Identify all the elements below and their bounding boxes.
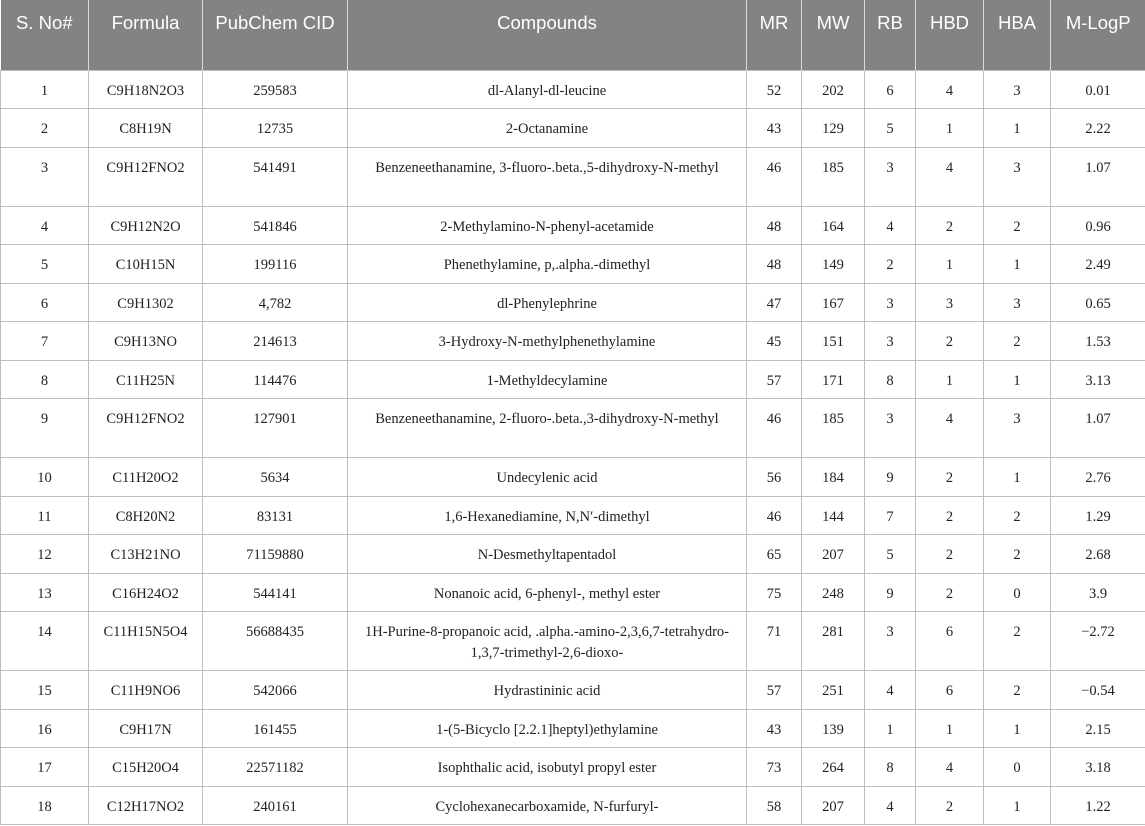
cell-mw: 185 [802,399,865,458]
cell-hba: 1 [984,360,1051,399]
table-row [1,535,1145,574]
cell-formula: C9H12FNO2 [89,399,203,458]
cell-mlogp: 1.07 [1051,399,1145,458]
header-rb: RB [865,0,916,70]
cell-formula: C11H20O2 [89,458,203,497]
table-row [1,70,1145,109]
table-row [1,612,1145,671]
header-mr: MR [747,0,802,70]
cell-pubchem-cid: 127901 [203,399,348,458]
cell-mlogp: 2.22 [1051,109,1145,148]
cell-pubchem-cid: 541846 [203,206,348,245]
cell-sno: 10 [1,458,89,497]
cell-hbd: 3 [916,283,984,322]
cell-mw: 281 [802,612,865,671]
cell-mr: 75 [747,573,802,612]
cell-formula: C9H1302 [89,283,203,322]
cell-sno: 7 [1,322,89,361]
cell-sno: 2 [1,109,89,148]
cell-hba: 1 [984,786,1051,825]
header-pubchem-cid: PubChem CID [203,0,348,70]
cell-mr: 56 [747,458,802,497]
cell-compound: Cyclohexanecarboxamide, N-furfuryl- [348,786,747,825]
cell-hbd: 4 [916,70,984,109]
cell-mw: 129 [802,109,865,148]
cell-rb: 5 [865,109,916,148]
cell-hbd: 1 [916,709,984,748]
cell-mlogp: −2.72 [1051,612,1145,671]
cell-mw: 185 [802,147,865,206]
cell-mlogp: 0.01 [1051,70,1145,109]
cell-hba: 0 [984,748,1051,787]
cell-mr: 73 [747,748,802,787]
cell-sno: 6 [1,283,89,322]
cell-formula: C10H15N [89,245,203,284]
cell-mlogp: −0.54 [1051,671,1145,710]
cell-compound: Benzeneethanamine, 2-fluoro-.beta.,3-dihydroxy-N-methyl [348,399,747,458]
cell-hba: 2 [984,496,1051,535]
cell-mr: 46 [747,147,802,206]
cell-mw: 207 [802,786,865,825]
cell-mr: 45 [747,322,802,361]
cell-sno: 15 [1,671,89,710]
table-row [1,671,1145,710]
cell-rb: 3 [865,612,916,671]
header-mlogp: M-LogP [1051,0,1145,70]
cell-pubchem-cid: 542066 [203,671,348,710]
cell-compound: 3-Hydroxy-N-methylphenethylamine [348,322,747,361]
header-hbd: HBD [916,0,984,70]
cell-hbd: 2 [916,458,984,497]
table-row [1,283,1145,322]
cell-pubchem-cid: 240161 [203,786,348,825]
cell-mr: 46 [747,496,802,535]
cell-compound: 1-Methyldecylamine [348,360,747,399]
cell-hbd: 2 [916,535,984,574]
header-mw: MW [802,0,865,70]
cell-formula: C15H20O4 [89,748,203,787]
cell-mr: 65 [747,535,802,574]
cell-compound: 1,6-Hexanediamine, N,N′-dimethyl [348,496,747,535]
cell-hba: 2 [984,206,1051,245]
header-hba: HBA [984,0,1051,70]
cell-hbd: 4 [916,147,984,206]
cell-hba: 1 [984,245,1051,284]
cell-hba: 2 [984,612,1051,671]
table-row [1,786,1145,825]
header-formula: Formula [89,0,203,70]
cell-hbd: 2 [916,786,984,825]
cell-formula: C13H21NO [89,535,203,574]
header-sno: S. No# [1,0,89,70]
cell-mr: 47 [747,283,802,322]
cell-formula: C16H24O2 [89,573,203,612]
cell-pubchem-cid: 214613 [203,322,348,361]
cell-rb: 3 [865,399,916,458]
cell-hba: 3 [984,283,1051,322]
cell-mr: 71 [747,612,802,671]
cell-compound: Hydrastininic acid [348,671,747,710]
cell-sno: 9 [1,399,89,458]
cell-rb: 3 [865,283,916,322]
cell-compound: Undecylenic acid [348,458,747,497]
cell-mw: 144 [802,496,865,535]
cell-compound: 1H-Purine-8-propanoic acid, .alpha.-amino-2,3,6,7-tetrahydro-1,3,7-trimethyl-2,6-dioxo- [348,612,747,671]
cell-mr: 48 [747,206,802,245]
cell-rb: 2 [865,245,916,284]
table-row [1,245,1145,284]
cell-hba: 2 [984,535,1051,574]
cell-mr: 43 [747,709,802,748]
cell-pubchem-cid: 4,782 [203,283,348,322]
cell-sno: 3 [1,147,89,206]
cell-sno: 5 [1,245,89,284]
cell-pubchem-cid: 161455 [203,709,348,748]
cell-pubchem-cid: 56688435 [203,612,348,671]
cell-mr: 46 [747,399,802,458]
cell-rb: 4 [865,786,916,825]
cell-rb: 9 [865,458,916,497]
cell-pubchem-cid: 22571182 [203,748,348,787]
cell-mlogp: 2.15 [1051,709,1145,748]
cell-mlogp: 3.9 [1051,573,1145,612]
cell-rb: 8 [865,748,916,787]
cell-mw: 164 [802,206,865,245]
cell-formula: C11H15N5O4 [89,612,203,671]
cell-hbd: 2 [916,573,984,612]
cell-hbd: 1 [916,245,984,284]
table-row [1,573,1145,612]
table-row [1,206,1145,245]
cell-hbd: 2 [916,496,984,535]
cell-mw: 202 [802,70,865,109]
cell-formula: C9H13NO [89,322,203,361]
cell-mw: 151 [802,322,865,361]
cell-mlogp: 0.96 [1051,206,1145,245]
table-row [1,322,1145,361]
table-row [1,748,1145,787]
cell-compound: Benzeneethanamine, 3-fluoro-.beta.,5-dihydroxy-N-methyl [348,147,747,206]
cell-rb: 4 [865,206,916,245]
cell-pubchem-cid: 259583 [203,70,348,109]
cell-rb: 9 [865,573,916,612]
table-row [1,399,1145,458]
cell-sno: 17 [1,748,89,787]
cell-pubchem-cid: 5634 [203,458,348,497]
table-body [1,70,1145,825]
cell-mw: 264 [802,748,865,787]
cell-sno: 11 [1,496,89,535]
cell-mlogp: 2.49 [1051,245,1145,284]
cell-hba: 1 [984,458,1051,497]
cell-mw: 167 [802,283,865,322]
cell-mlogp: 1.07 [1051,147,1145,206]
cell-pubchem-cid: 541491 [203,147,348,206]
cell-hba: 0 [984,573,1051,612]
header-compounds: Compounds [348,0,747,70]
cell-compound: dl-Alanyl-dl-leucine [348,70,747,109]
cell-mlogp: 2.76 [1051,458,1145,497]
cell-mlogp: 2.68 [1051,535,1145,574]
cell-formula: C11H25N [89,360,203,399]
header-row [1,0,1145,70]
cell-compound: dl-Phenylephrine [348,283,747,322]
cell-rb: 8 [865,360,916,399]
cell-mw: 184 [802,458,865,497]
cell-sno: 4 [1,206,89,245]
cell-pubchem-cid: 114476 [203,360,348,399]
cell-formula: C9H17N [89,709,203,748]
cell-mlogp: 3.13 [1051,360,1145,399]
cell-hbd: 2 [916,206,984,245]
cell-formula: C11H9NO6 [89,671,203,710]
cell-rb: 3 [865,322,916,361]
cell-mr: 48 [747,245,802,284]
cell-compound: 2-Methylamino-N-phenyl-acetamide [348,206,747,245]
cell-mlogp: 1.29 [1051,496,1145,535]
cell-rb: 3 [865,147,916,206]
cell-hba: 1 [984,709,1051,748]
cell-rb: 4 [865,671,916,710]
cell-hbd: 1 [916,109,984,148]
cell-hbd: 4 [916,748,984,787]
table-row [1,360,1145,399]
cell-sno: 14 [1,612,89,671]
cell-mw: 251 [802,671,865,710]
cell-pubchem-cid: 83131 [203,496,348,535]
cell-compound: N-Desmethyltapentadol [348,535,747,574]
cell-hbd: 6 [916,671,984,710]
cell-mw: 171 [802,360,865,399]
cell-compound: Phenethylamine, p,.alpha.-dimethyl [348,245,747,284]
cell-compound: Nonanoic acid, 6-phenyl-, methyl ester [348,573,747,612]
cell-rb: 6 [865,70,916,109]
cell-compound: 2-Octanamine [348,109,747,148]
cell-mw: 248 [802,573,865,612]
cell-mw: 207 [802,535,865,574]
cell-mlogp: 3.18 [1051,748,1145,787]
cell-mlogp: 1.53 [1051,322,1145,361]
cell-hbd: 1 [916,360,984,399]
cell-mw: 149 [802,245,865,284]
cell-formula: C8H19N [89,109,203,148]
cell-compound: 1-(5-Bicyclo [2.2.1]heptyl)ethylamine [348,709,747,748]
cell-mlogp: 1.22 [1051,786,1145,825]
cell-pubchem-cid: 12735 [203,109,348,148]
cell-mr: 43 [747,109,802,148]
cell-hbd: 2 [916,322,984,361]
cell-mr: 57 [747,360,802,399]
cell-mw: 139 [802,709,865,748]
cell-compound: Isophthalic acid, isobutyl propyl ester [348,748,747,787]
cell-hba: 3 [984,147,1051,206]
cell-hba: 3 [984,70,1051,109]
cell-sno: 13 [1,573,89,612]
cell-hba: 2 [984,671,1051,710]
cell-hbd: 6 [916,612,984,671]
cell-sno: 1 [1,70,89,109]
table-row [1,496,1145,535]
cell-hba: 3 [984,399,1051,458]
table-row [1,709,1145,748]
table-row [1,458,1145,497]
table-row [1,109,1145,148]
cell-hba: 1 [984,109,1051,148]
cell-pubchem-cid: 71159880 [203,535,348,574]
cell-rb: 5 [865,535,916,574]
cell-rb: 1 [865,709,916,748]
cell-mr: 57 [747,671,802,710]
cell-mr: 58 [747,786,802,825]
cell-formula: C8H20N2 [89,496,203,535]
cell-pubchem-cid: 199116 [203,245,348,284]
cell-pubchem-cid: 544141 [203,573,348,612]
table-row [1,147,1145,206]
cell-hba: 2 [984,322,1051,361]
cell-sno: 8 [1,360,89,399]
cell-formula: C9H12N2O [89,206,203,245]
cell-hbd: 4 [916,399,984,458]
cell-mr: 52 [747,70,802,109]
cell-sno: 18 [1,786,89,825]
cell-formula: C12H17NO2 [89,786,203,825]
cell-mlogp: 0.65 [1051,283,1145,322]
cell-sno: 12 [1,535,89,574]
cell-formula: C9H18N2O3 [89,70,203,109]
cell-sno: 16 [1,709,89,748]
cell-rb: 7 [865,496,916,535]
cell-formula: C9H12FNO2 [89,147,203,206]
